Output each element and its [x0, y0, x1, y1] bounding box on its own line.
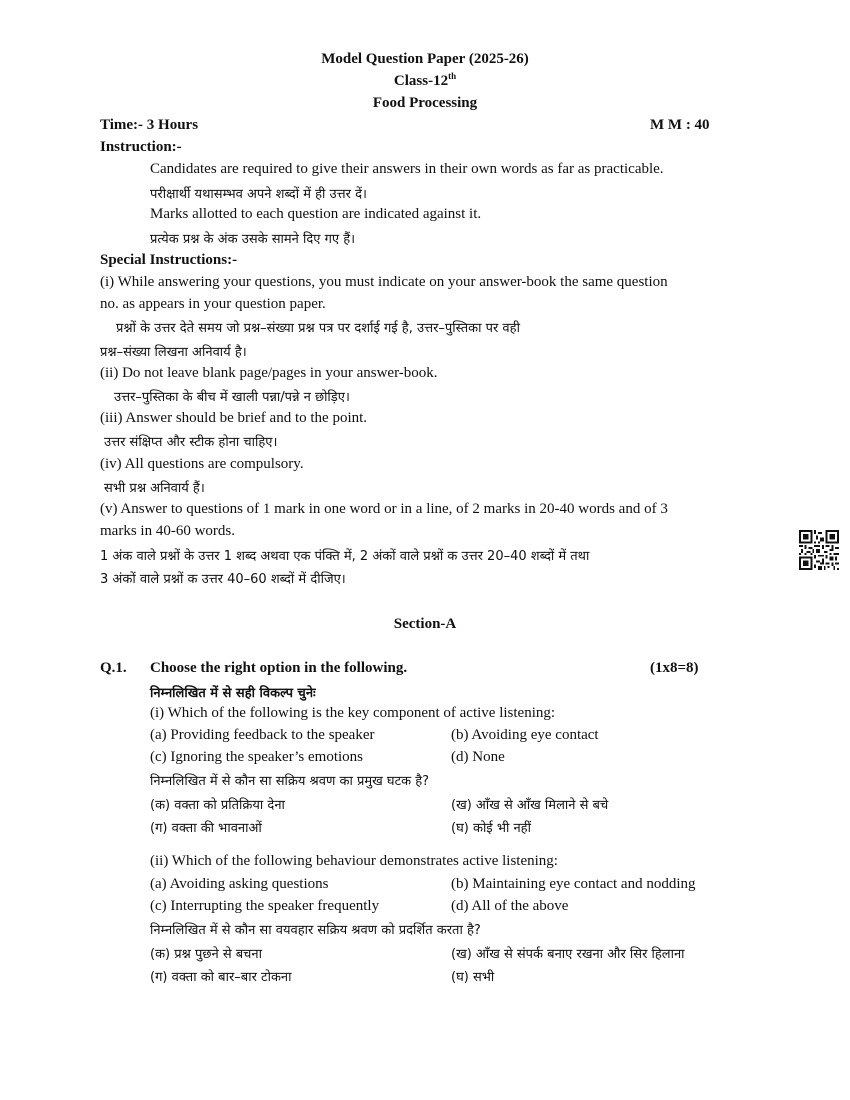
- subquestion-1-option-ka: (क) वक्ता को प्रतिक्रिया देना: [150, 798, 285, 813]
- subquestion-2-option-a: (a) Avoiding asking questions: [150, 876, 329, 892]
- time-label: Time:- 3 Hours: [100, 117, 199, 133]
- special-i-en-line2: no. as appears in your question paper.: [100, 296, 326, 312]
- subquestion-1-option-ga: (ग) वक्ता की भावनाओं: [150, 821, 262, 836]
- subquestion-2-option-d: (d) All of the above: [451, 898, 569, 914]
- special-i-en-line1: (i) While answering your questions, you must indicate on your answer-book the same question: [100, 274, 668, 290]
- special-iv-en: (iv) All questions are compulsory.: [100, 456, 304, 472]
- instruction-line-hi-1: परीक्षार्थी यथासम्भव अपने शब्दों में ही उत्तर दें।: [150, 187, 367, 202]
- special-iv-hi: सभी प्रश्न अनिवार्य हैं।: [104, 481, 205, 496]
- subquestion-2-text: (ii) Which of the following behaviour demonstrates active listening:: [150, 853, 558, 869]
- special-iii-hi: उत्तर संक्षिप्त और स्टीक होना चाहिए।: [104, 435, 278, 450]
- max-marks-label: M M : 40: [650, 117, 710, 133]
- special-iii-en: (iii) Answer should be brief and to the point.: [100, 410, 368, 426]
- subquestion-1-option-c: (c) Ignoring the speaker’s emotions: [150, 749, 363, 765]
- question-prompt: Choose the right option in the following.: [150, 660, 408, 676]
- subquestion-1-text: (i) Which of the following is the key component of active listening:: [150, 705, 556, 721]
- paper-title: Model Question Paper (2025-26): [321, 51, 529, 67]
- subquestion-1-text-hi: निम्नलिखित में से कौन सा सक्रिय श्रवण का प्रमुख घटक है?: [150, 774, 430, 789]
- special-v-hi-line2: 3 अंकों वाले प्रश्नों क उत्तर 40–60 शब्दों में दीजिए।: [100, 572, 346, 587]
- instruction-heading: Instruction:-: [100, 139, 182, 155]
- subquestion-2-option-ga: (ग) वक्ता को बार–बार टोकना: [150, 970, 292, 985]
- special-v-hi-line1: 1 अंक वाले प्रश्नों के उत्तर 1 शब्द अथवा एक पंक्ति में, 2 अंकों वाले प्रश्नों क उत्तर 20–40 शब्दों में तथा: [100, 549, 590, 564]
- class-label: Class-12th: [393, 71, 457, 89]
- instruction-line-en-1: Candidates are required to give their answers in their own words as far as practicable.: [150, 161, 664, 177]
- subquestion-2-option-ka: (क) प्रश्न पुछने से बचना: [150, 947, 263, 962]
- subquestion-1-option-gha: (घ) कोई भी नहीं: [451, 821, 531, 836]
- question-prompt-hi: निम्नलिखित में से सही विकल्प चुनेः: [150, 686, 316, 701]
- subquestion-1-option-b: (b) Avoiding eye contact: [451, 727, 599, 743]
- subject-title: Food Processing: [372, 95, 478, 111]
- special-i-hi-line1: प्रश्नों के उत्तर देते समय जो प्रश्न–संख्या प्रश्न पत्र पर दर्शाई गई है, उत्तर–पुस्तिका पर वही: [116, 321, 520, 336]
- question-marks: (1x8=8): [650, 660, 699, 676]
- subquestion-2-text-hi: निम्नलिखित में से कौन सा वयवहार सक्रिय श्रवण को प्रदर्शित करता है?: [150, 923, 481, 938]
- question-number: Q.1.: [100, 660, 127, 676]
- subquestion-1-option-kha: (ख) आँख से आँख मिलाने से बचे: [451, 798, 609, 813]
- special-v-en-line1: (v) Answer to questions of 1 mark in one word or in a line, of 2 marks in 20-40 words and of 3: [100, 501, 668, 517]
- instruction-line-en-2: Marks allotted to each question are indicated against it.: [150, 206, 482, 222]
- special-instructions-heading: Special Instructions:-: [100, 252, 238, 268]
- special-ii-en: (ii) Do not leave blank page/pages in your answer-book.: [100, 365, 438, 381]
- instruction-line-hi-2: प्रत्येक प्रश्न के अंक उसके सामने दिए गए हैं।: [150, 232, 356, 247]
- qr-code-icon: [799, 530, 839, 570]
- special-ii-hi: उत्तर–पुस्तिका के बीच में खाली पन्ना/पन्ने न छोड़िए।: [114, 390, 350, 405]
- subquestion-2-option-c: (c) Interrupting the speaker frequently: [150, 898, 380, 914]
- subquestion-1-option-a: (a) Providing feedback to the speaker: [150, 727, 375, 743]
- special-i-hi-line2: प्रश्न–संख्या लिखना अनिवार्य है।: [100, 345, 247, 360]
- subquestion-2-option-b: (b) Maintaining eye contact and nodding: [451, 876, 696, 892]
- subquestion-2-option-kha: (ख) आँख से संपर्क बनाए रखना और सिर हिलाना: [451, 947, 685, 962]
- section-heading: Section-A: [393, 616, 457, 632]
- subquestion-1-option-d: (d) None: [451, 749, 505, 765]
- subquestion-2-option-gha: (घ) सभी: [451, 970, 495, 985]
- special-v-en-line2: marks in 40-60 words.: [100, 523, 235, 539]
